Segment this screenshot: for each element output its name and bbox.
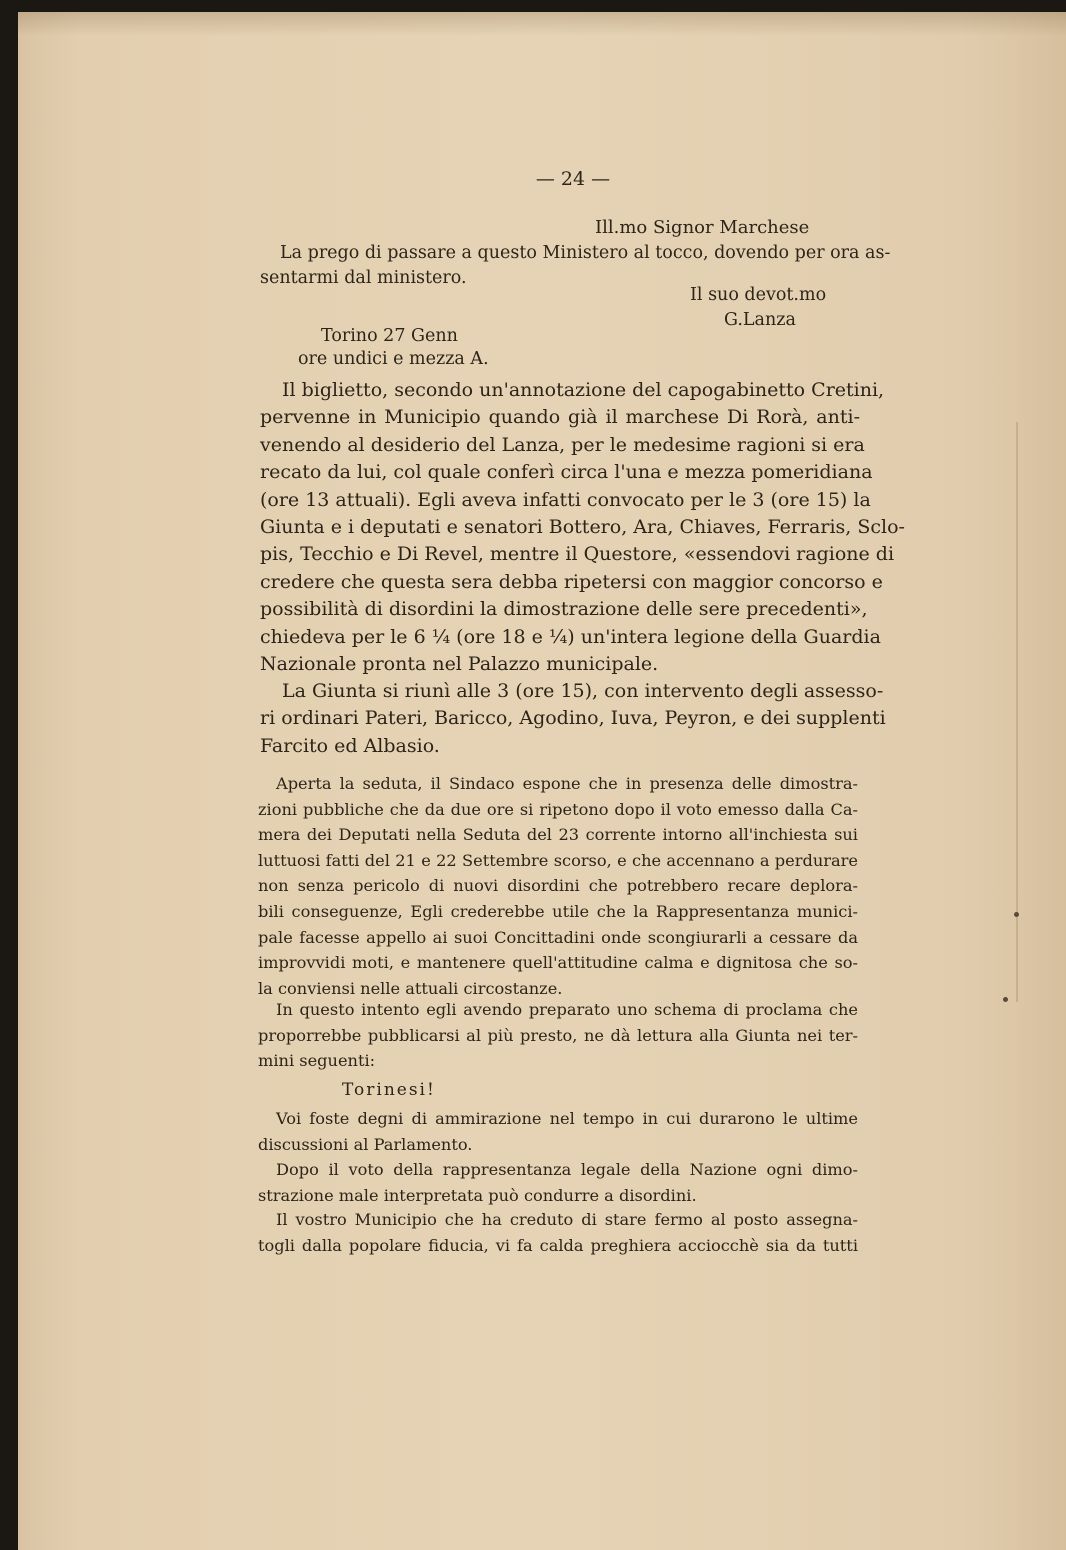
- text-line: strazione male interpretata può condurre a disordini.: [258, 1185, 697, 1205]
- text-line: ri ordinari Pateri, Baricco, Agodino, Iuva, Peyron, e dei supplenti: [260, 707, 886, 730]
- document-page: [18, 12, 1066, 1550]
- text-line: mera dei Deputati nella Seduta del 23 corrente intorno all'inchiesta sui: [258, 825, 858, 845]
- text-line: Dopo il voto della rappresentanza legale della Nazione ogni dimo-: [276, 1160, 858, 1179]
- page-edge-shadow: [18, 12, 1066, 36]
- letter-body-line: sentarmi dal ministero.: [260, 268, 467, 288]
- text-line: improvvidi moti, e mantenere quell'attitudine calma e dignitosa che so-: [258, 953, 858, 973]
- text-line: Il biglietto, secondo un'annotazione del capogabinetto Cretini,: [282, 379, 885, 401]
- text-line: bili conseguenze, Egli crederebbe utile che la Rappresentanza munici-: [258, 902, 858, 921]
- text-line: venendo al desiderio del Lanza, per le medesime ragioni si era: [260, 433, 865, 456]
- text-line: togli dalla popolare fiducia, vi fa calda preghiera acciocchè sia da tutti: [258, 1235, 858, 1255]
- text-line: pervenne in Municipio quando già il marchese Di Rorà, anti-: [260, 406, 860, 429]
- text-line: non senza pericolo di nuovi disordini che potrebbero recare deplora-: [258, 876, 858, 896]
- letter-signature-name: G.Lanza: [724, 310, 796, 330]
- text-line: luttuosi fatti del 21 e 22 Settembre scorso, e che accennano a perdurare: [258, 850, 858, 870]
- proclamation-heading: Torinesi!: [342, 1080, 436, 1100]
- ink-speck: [1014, 912, 1019, 917]
- text-line: (ore 13 attuali). Egli aveva infatti convocato per le 3 (ore 15) la: [260, 488, 871, 511]
- letter-salutation: Ill.mo Signor Marchese: [595, 217, 810, 238]
- text-line: Nazionale pronta nel Palazzo municipale.: [260, 653, 659, 675]
- text-line: chiedeva per le 6 ¼ (ore 18 e ¼) un'intera legione della Guardia: [260, 625, 881, 648]
- letter-place-date: Torino 27 Genn: [321, 326, 458, 346]
- text-line: mini seguenti:: [258, 1051, 376, 1071]
- text-line: Aperta la seduta, il Sindaco espone che in presenza delle dimostra-: [276, 774, 858, 793]
- text-line: In questo intento egli avendo preparato uno schema di proclama che: [276, 1000, 858, 1019]
- text-line: discussioni al Parlamento.: [258, 1134, 473, 1154]
- letter-time: ore undici e mezza A.: [298, 349, 489, 369]
- text-line: proporrebbe pubblicarsi al più presto, ne dà lettura alla Giunta nei ter-: [258, 1025, 858, 1045]
- ink-speck: [1003, 997, 1008, 1002]
- text-line: zioni pubbliche che da due ore si ripetono dopo il voto emesso dalla Ca-: [258, 799, 858, 819]
- letter-body-line: La prego di passare a questo Ministero al tocco, dovendo per ora as-: [280, 243, 891, 263]
- text-line: Voi foste degni di ammirazione nel tempo in cui durarono le ultime: [276, 1109, 858, 1128]
- text-line: La Giunta si riunì alle 3 (ore 15), con intervento degli assesso-: [282, 680, 884, 702]
- page-number: — 24 —: [535, 168, 611, 190]
- text-line: recato da lui, col quale conferì circa l'una e mezza pomeridiana: [260, 461, 873, 484]
- text-line: pis, Tecchio e Di Revel, mentre il Questore, «essendovi ragione di: [260, 543, 895, 566]
- text-line: pale facesse appello ai suoi Concittadini onde scongiurarli a cessare da: [258, 927, 858, 947]
- text-line: credere che questa sera debba ripetersi con maggior concorso e: [260, 570, 883, 593]
- text-line: Farcito ed Albasio.: [260, 734, 440, 757]
- text-line: possibilità di disordini la dimostrazione delle sere precedenti»,: [260, 598, 868, 621]
- text-line: la conviensi nelle attuali circostanze.: [258, 978, 563, 998]
- letter-signature-closing: Il suo devot.mo: [690, 285, 827, 305]
- text-line: Giunta e i deputati e senatori Bottero, Ara, Chiaves, Ferraris, Sclo-: [260, 516, 905, 538]
- text-line: Il vostro Municipio che ha creduto di stare fermo al posto assegna-: [276, 1210, 858, 1229]
